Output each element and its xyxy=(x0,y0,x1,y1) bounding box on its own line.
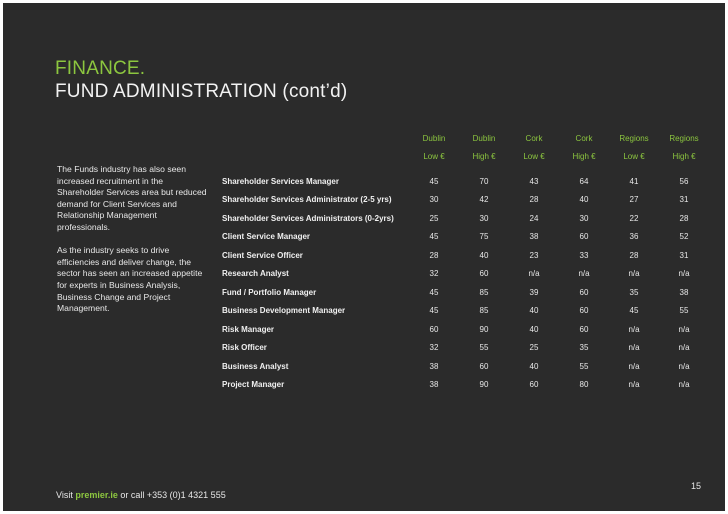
header-band: High € xyxy=(672,152,696,162)
salary-cell: n/a xyxy=(578,269,590,279)
role-label: Risk Officer xyxy=(222,343,267,353)
salary-cell: 32 xyxy=(429,269,439,279)
salary-cell: n/a xyxy=(628,380,640,390)
salary-cell: 40 xyxy=(579,195,589,205)
salary-cell: 45 xyxy=(429,232,439,242)
salary-cell: 28 xyxy=(629,250,639,260)
slide xyxy=(3,3,725,511)
salary-cell: 45 xyxy=(429,287,439,297)
title-section: FINANCE. xyxy=(55,58,146,79)
salary-cell: 24 xyxy=(529,213,539,223)
salary-cell: 60 xyxy=(579,232,589,242)
salary-cell: 43 xyxy=(529,176,539,186)
salary-cell: 35 xyxy=(629,287,639,297)
salary-cell: 55 xyxy=(679,306,689,316)
salary-cell: 60 xyxy=(579,324,589,334)
salary-cell: 31 xyxy=(679,195,689,205)
salary-cell: 70 xyxy=(479,176,489,186)
salary-cell: 60 xyxy=(429,324,439,334)
header-band: Low € xyxy=(523,152,545,162)
salary-cell: n/a xyxy=(678,380,690,390)
salary-cell: 38 xyxy=(679,287,689,297)
header-region: Dublin xyxy=(472,133,496,143)
salary-cell: 28 xyxy=(429,250,439,260)
role-label: Project Manager xyxy=(222,380,285,390)
salary-cell: 45 xyxy=(629,306,639,316)
salary-cell: 25 xyxy=(529,343,539,353)
salary-cell: 55 xyxy=(579,361,589,371)
salary-cell: n/a xyxy=(628,343,640,353)
salary-cell: n/a xyxy=(678,343,690,353)
salary-table xyxy=(222,129,709,394)
role-label: Shareholder Services Administrator (2-5 yrs) xyxy=(222,195,392,205)
salary-cell: n/a xyxy=(628,269,640,279)
header-band: Low € xyxy=(623,152,645,162)
salary-cell: 36 xyxy=(629,232,639,242)
header-region: Regions xyxy=(619,133,649,143)
footer-phone: or call +353 (0)1 4321 555 xyxy=(117,490,226,500)
salary-cell: 42 xyxy=(479,195,489,205)
salary-cell: n/a xyxy=(678,361,690,371)
salary-cell: 75 xyxy=(479,232,489,242)
salary-cell: 55 xyxy=(479,343,489,353)
header-region: Dublin xyxy=(422,133,446,143)
footer-prefix: Visit xyxy=(56,490,76,500)
table-row xyxy=(222,265,709,284)
intro-paragraph-1: The Funds industry has also seen increased recruitment in the Shareholder Services area but reduced demand for Client Services and Relationship Management professionals. xyxy=(57,164,207,232)
role-label: Business Development Manager xyxy=(222,306,346,316)
table-row xyxy=(222,283,709,302)
table-row xyxy=(222,376,709,395)
salary-cell: n/a xyxy=(628,361,640,371)
salary-cell: 28 xyxy=(529,195,539,205)
salary-cell: 60 xyxy=(579,287,589,297)
salary-cell: 52 xyxy=(679,232,689,242)
role-label: Client Service Officer xyxy=(222,250,303,260)
salary-cell: 23 xyxy=(529,250,539,260)
role-label: Business Analyst xyxy=(222,361,289,371)
table-row xyxy=(222,228,709,247)
salary-cell: 38 xyxy=(529,232,539,242)
table-row xyxy=(222,209,709,228)
intro-text xyxy=(57,164,212,326)
salary-cell: 38 xyxy=(429,380,439,390)
table-row xyxy=(222,191,709,210)
salary-cell: n/a xyxy=(678,269,690,279)
header-region: Regions xyxy=(669,133,699,143)
salary-cell: 30 xyxy=(479,213,489,223)
salary-cell: 32 xyxy=(429,343,439,353)
salary-cell: 41 xyxy=(629,176,639,186)
salary-cell: 35 xyxy=(579,343,589,353)
salary-cell: 27 xyxy=(629,195,639,205)
header-region: Cork xyxy=(525,133,543,143)
salary-cell: 80 xyxy=(579,380,589,390)
table-row xyxy=(222,357,709,376)
table-row xyxy=(222,320,709,339)
page-number: 15 xyxy=(691,481,702,491)
table-row xyxy=(222,302,709,321)
role-label: Risk Manager xyxy=(222,324,275,334)
salary-cell: 60 xyxy=(479,269,489,279)
salary-cell: 40 xyxy=(529,306,539,316)
salary-cell: n/a xyxy=(528,269,540,279)
salary-cell: 40 xyxy=(479,250,489,260)
salary-cell: n/a xyxy=(628,324,640,334)
salary-cell: 40 xyxy=(529,361,539,371)
salary-cell: 31 xyxy=(679,250,689,260)
salary-cell: 22 xyxy=(629,213,639,223)
salary-cell: 56 xyxy=(679,176,689,186)
header-band: High € xyxy=(472,152,496,162)
salary-cell: 28 xyxy=(679,213,689,223)
header-band: High € xyxy=(572,152,596,162)
page-title xyxy=(55,57,347,103)
website-link[interactable]: premier.ie xyxy=(75,490,118,500)
title-subsection: FUND ADMINISTRATION (cont’d) xyxy=(55,81,348,102)
salary-cell: 39 xyxy=(529,287,539,297)
table-row xyxy=(222,172,709,191)
salary-cell: 30 xyxy=(429,195,439,205)
salary-cell: 38 xyxy=(429,361,439,371)
salary-cell: 25 xyxy=(429,213,439,223)
intro-paragraph-2: As the industry seeks to drive efficiencies and deliver change, the sector has seen an increased appetite for experts in Business Analysis, Business Change and Project Management. xyxy=(57,245,203,314)
salary-cell: 33 xyxy=(579,250,589,260)
table-row xyxy=(222,339,709,358)
role-label: Shareholder Services Administrators (0-2yrs) xyxy=(222,213,394,223)
table-row xyxy=(222,246,709,265)
salary-cell: 60 xyxy=(579,306,589,316)
salary-cell: 90 xyxy=(479,380,489,390)
table-header-bands xyxy=(222,148,709,167)
salary-cell: 30 xyxy=(579,213,589,223)
salary-cell: 45 xyxy=(429,176,439,186)
salary-cell: 90 xyxy=(479,324,489,334)
table-header-regions xyxy=(222,129,709,148)
salary-cell: n/a xyxy=(678,324,690,334)
salary-cell: 85 xyxy=(479,306,489,316)
salary-cell: 60 xyxy=(479,361,489,371)
salary-cell: 40 xyxy=(529,324,539,334)
role-label: Fund / Portfolio Manager xyxy=(222,287,317,297)
salary-cell: 85 xyxy=(479,287,489,297)
header-band: Low € xyxy=(423,152,445,162)
role-label: Research Analyst xyxy=(222,269,289,279)
role-label: Shareholder Services Manager xyxy=(222,176,339,186)
header-region: Cork xyxy=(575,133,593,143)
footer-contact xyxy=(56,490,226,500)
salary-cell: 64 xyxy=(579,176,589,186)
salary-cell: 60 xyxy=(529,380,539,390)
salary-cell: 45 xyxy=(429,306,439,316)
role-label: Client Service Manager xyxy=(222,232,311,242)
